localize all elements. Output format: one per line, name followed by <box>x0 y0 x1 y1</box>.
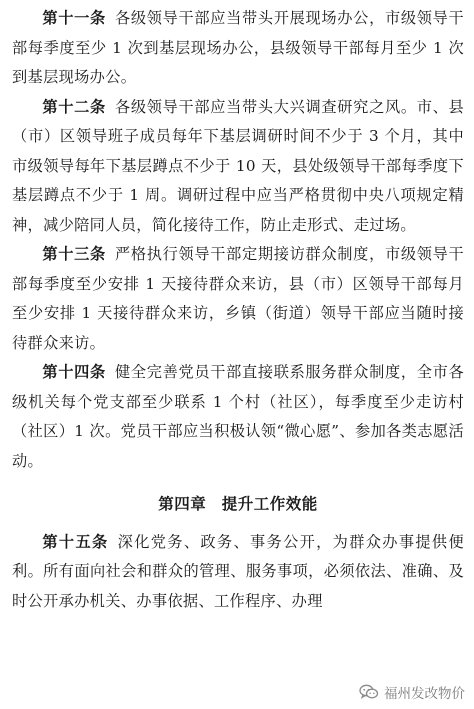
article-text: 深化党务、政务、事务公开，为群众办事提供便利。所有面向社会和群众的管理、服务事项，必须依法、准确、及时公开承办机关、办事依据、工作程序、办理 <box>12 532 464 610</box>
article-15 <box>12 528 464 617</box>
article-text: 各级领导干部应当带头开展现场办公，市级领导干部每季度至少 1 次到基层现场办公，县级领导干部每月至少 1 次到基层现场办公。 <box>12 9 464 86</box>
article-number: 第十二条 <box>42 97 106 116</box>
article-text: 各级领导干部应当带头大兴调查研究之风。市、县（市）区领导班子成员每年下基层调研时间不少于 3 个月，其中市级领导每年下基层蹲点不少于 10 天，县处级领导干部每季度下基层蹲点不少于 1 周。调研过程中应当严格贯彻中央八项规定精神，减少陪同人员，简化接待工作，防止走形式、走过场。 <box>12 97 464 234</box>
chapter-title: 提升工作效能 <box>221 494 318 513</box>
watermark <box>356 681 468 703</box>
article-11 <box>12 4 464 93</box>
article-number: 第十一条 <box>42 9 106 27</box>
watermark-text: 福州发改物价 <box>384 686 465 702</box>
article-text: 严格执行领导干部定期接访群众制度，市级领导干部每季度至少安排 1 天接待群众来访，县（市）区领导干部每月至少安排 1 天接待群众来访，乡镇（街道）领导干部应当随时接待群众来访。 <box>12 245 464 352</box>
chapter-number: 第四章 <box>158 494 207 513</box>
article-number: 第十四条 <box>42 363 106 381</box>
article-text: 健全完善党员干部直接联系服务群众制度，全市各级机关每个党支部至少联系 1 个村（社区），每季度至少走访村（社区）1 次。党员干部应当积极认领“微心愿”、参加各类志愿活动。 <box>12 363 464 470</box>
article-number: 第十三条 <box>42 245 106 263</box>
article-13 <box>12 240 464 358</box>
article-12 <box>12 93 464 241</box>
article-number: 第十五条 <box>42 532 109 551</box>
chapter-heading <box>12 476 464 528</box>
article-14 <box>12 358 464 476</box>
wechat-icon <box>359 684 379 700</box>
document-page <box>12 4 464 616</box>
